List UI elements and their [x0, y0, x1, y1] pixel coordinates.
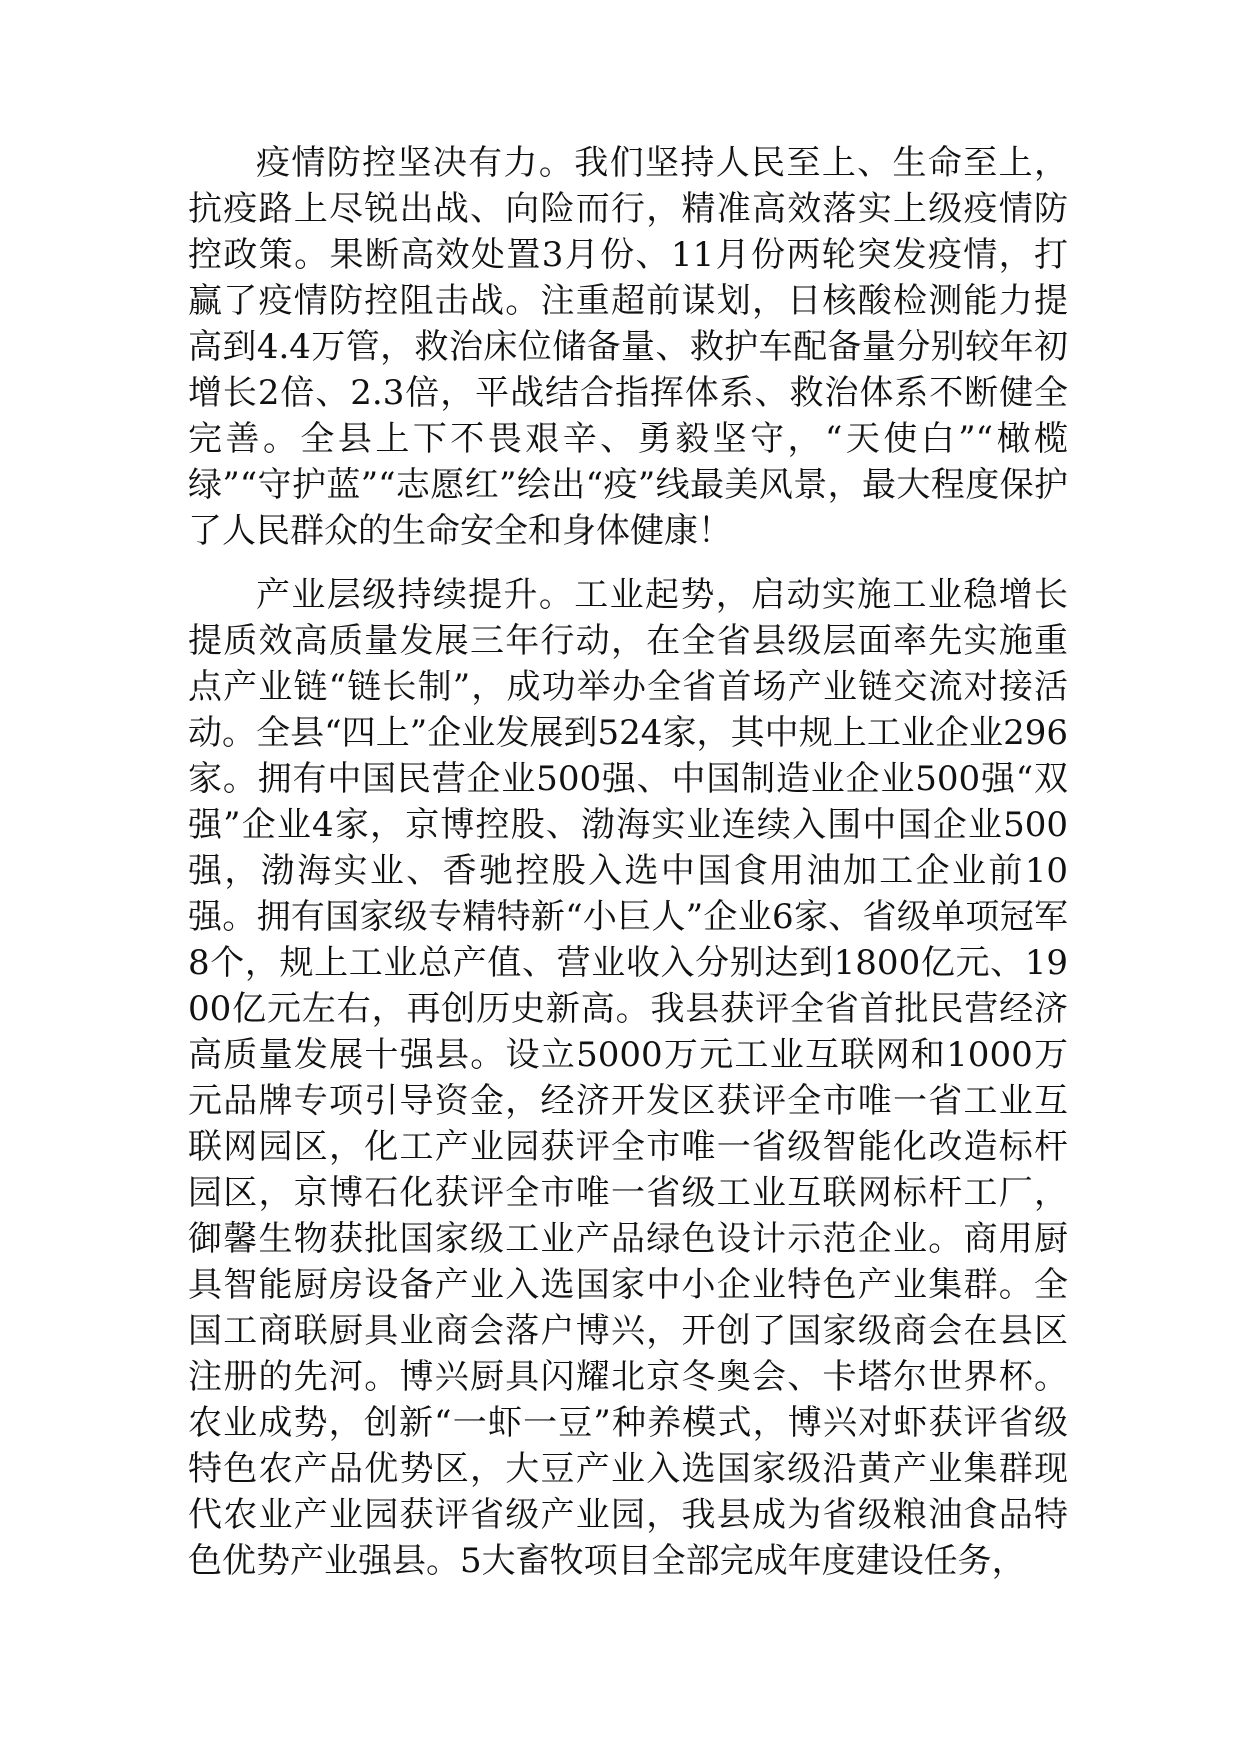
paragraph-industry-upgrade: 产业层级持续提升。工业起势，启动实施工业稳增长提质效高质量发展三年行动，在全省县级层面率先实施重点产业链“链长制”，成功举办全省首场产业链交流对接活动。全县“四上”企业发展到524家，其中规上工业企业296家。拥有中国民营企业500强、中国制造业企业500强“双强”企业4家，京博控股、渤海实业连续入围中国企业500强，渤海实业、香驰控股入选中国食用油加工企业前10强。拥有国家级专精特新“小巨人”企业6家、省级单项冠军8个，规上工业总产值、营业收入分别达到1800亿元、1900亿元左右，再创历史新高。我县获评全省首批民营经济高质量发展十强县。设立5000万元工业互联网和1000万元品牌专项引导资金，经济开发区获评全市唯一省工业互联网园区，化工产业园获评全市唯一省级智能化改造标杆园区，京博石化获评全市唯一省级工业互联网标杆工厂，御馨生物获批国家级工业产品绿色设计示范企业。商用厨具智能厨房设备产业入选国家中小企业特色产业集群。全国工商联厨具业商会落户博兴，开创了国家级商会在县区注册的先河。博兴厨具闪耀北京冬奥会、卡塔尔世界杯。农业成势，创新“一虾一豆”种养模式，博兴对虾获评省级特色农产品优势区，大豆产业入选国家级沿黄产业集群现代农业产业园获评省级产业园，我县成为省级粮油食品特色优势产业强县。5大畜牧项目全部完成年度建设任务， [188, 575, 1068, 1581]
document-body [188, 140, 1068, 1584]
paragraph-epidemic-control: 疫情防控坚决有力。我们坚持人民至上、生命至上，抗疫路上尽锐出战、向险而行，精准高效落实上级疫情防控政策。果断高效处置3月份、11月份两轮突发疫情，打赢了疫情防控阻击战。注重超前谋划，日核酸检测能力提高到4.4万管，救治床位储备量、救护车配备量分别较年初增长2倍、2.3倍，平战结合指挥体系、救治体系不断健全完善。全县上下不畏艰辛、勇毅坚守，“天使白”“橄榄绿”“守护蓝”“志愿红”绘出“疫”线最美风景，最大程度保护了人民群众的生命安全和身体健康！ [188, 143, 1068, 551]
